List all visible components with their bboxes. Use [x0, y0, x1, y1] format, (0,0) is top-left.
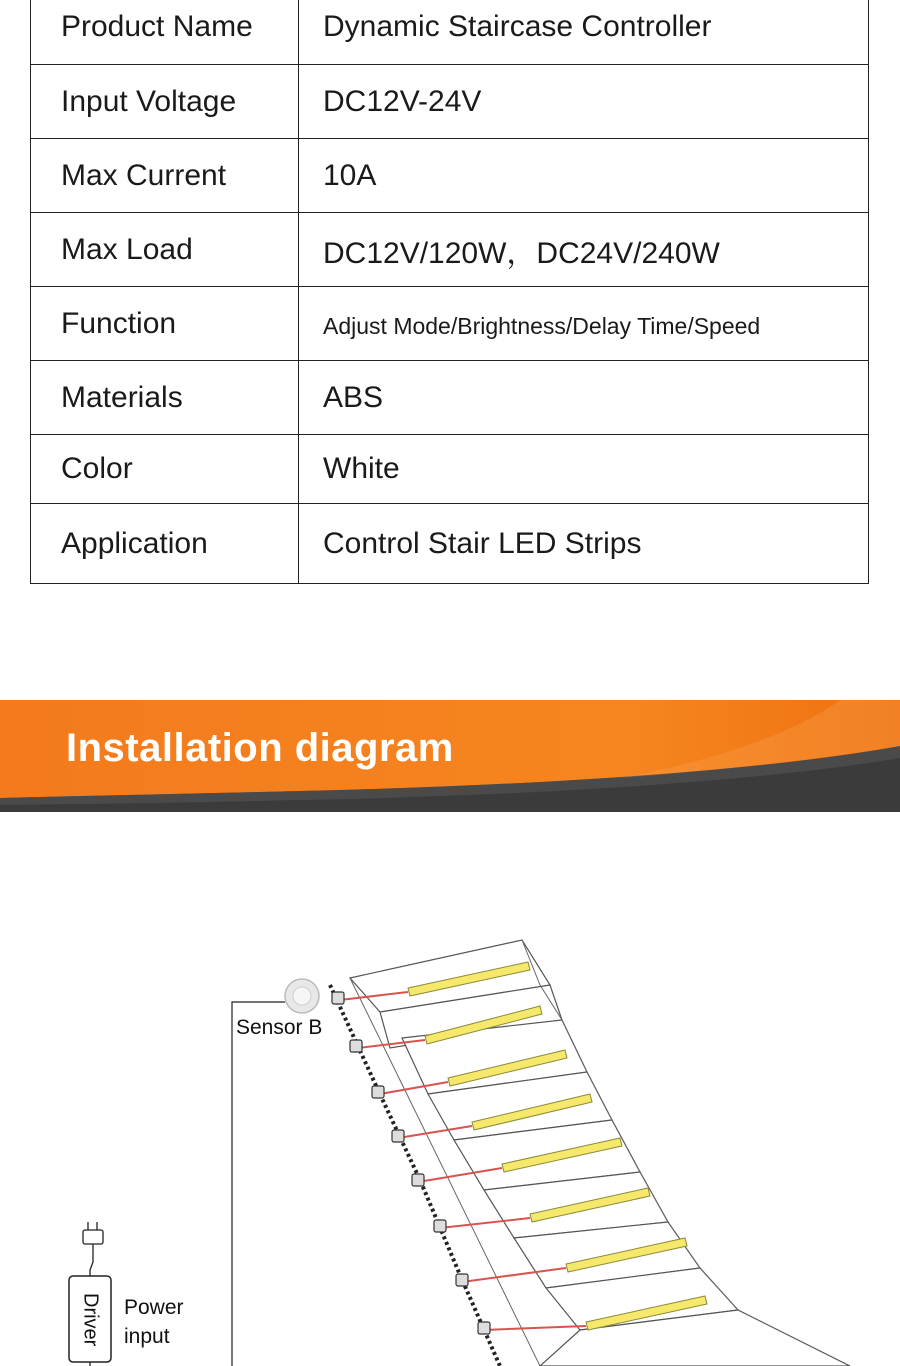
spec-value: DC12V-24V	[299, 65, 869, 139]
sensor-wire	[232, 1002, 285, 1366]
spec-label: Max Load	[31, 213, 299, 287]
spec-label: Input Voltage	[31, 65, 299, 139]
spec-row	[31, 504, 869, 584]
power-label-line2: input	[124, 1325, 170, 1348]
spec-label: Max Current	[31, 139, 299, 213]
spec-table	[30, 0, 869, 584]
spec-value: 10A	[299, 139, 869, 213]
spec-value: Adjust Mode/Brightness/Delay Time/Speed	[299, 287, 869, 361]
driver-label: Driver	[79, 1293, 102, 1347]
spec-row	[31, 361, 869, 435]
spec-value: White	[299, 435, 869, 504]
pir-sensor-icon	[285, 979, 319, 1013]
spec-value: DC12V/120W，DC24V/240W	[299, 213, 869, 287]
sensor-label: Sensor B	[236, 1016, 323, 1039]
banner-title: Installation diagram	[66, 726, 454, 770]
spec-row	[31, 213, 869, 287]
installation-diagram	[0, 812, 900, 1366]
staircase	[350, 940, 850, 1366]
power-label-line1: Power	[124, 1296, 184, 1319]
spec-label: Product Name	[31, 0, 299, 65]
spec-row	[31, 0, 869, 65]
spec-value: Dynamic Staircase Controller	[299, 0, 869, 65]
spec-label: Function	[31, 287, 299, 361]
spec-value: Control Stair LED Strips	[299, 504, 869, 584]
spec-row	[31, 287, 869, 361]
power-plug-icon	[83, 1222, 103, 1276]
spec-label: Materials	[31, 361, 299, 435]
spec-row	[31, 435, 869, 504]
spec-row	[31, 139, 869, 213]
spec-value: ABS	[299, 361, 869, 435]
section-banner	[0, 700, 900, 812]
spec-label: Color	[31, 435, 299, 504]
spec-label: Application	[31, 504, 299, 584]
spec-row	[31, 65, 869, 139]
